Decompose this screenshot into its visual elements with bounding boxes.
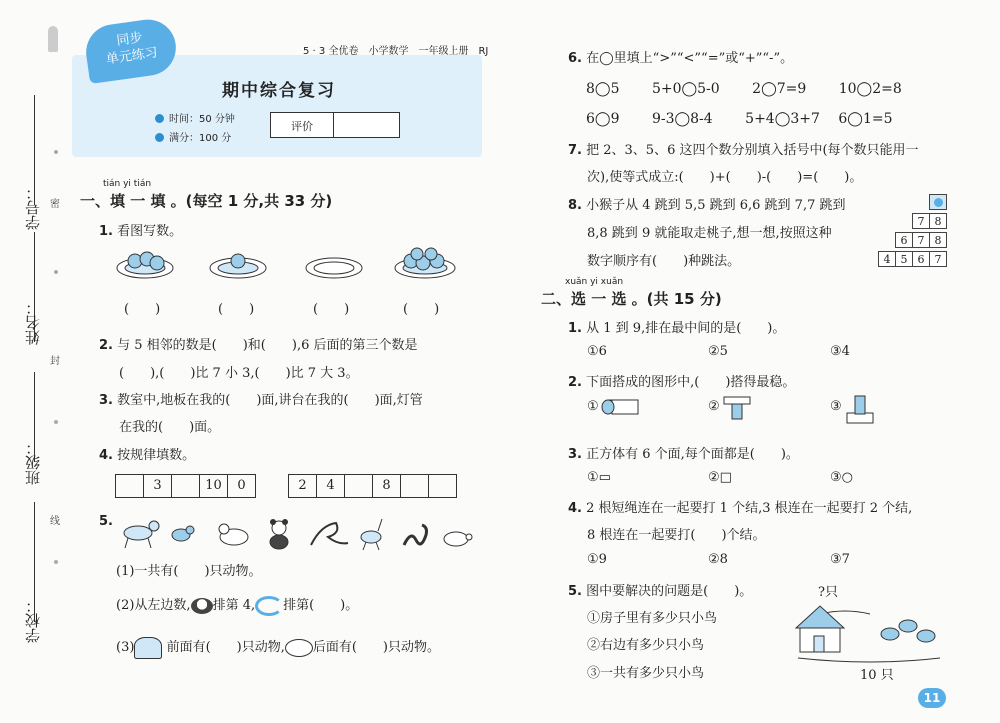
- stair-cell: 7: [929, 251, 947, 267]
- s5-option-1[interactable]: ①房子里有多少只小鸟: [587, 611, 718, 626]
- cat-icon: [219, 524, 248, 545]
- q8-line-2: 8,8 跳到 9 就能取走桃子,想一想,按照这种: [587, 226, 832, 241]
- q8-line-1: [568, 194, 845, 213]
- q5-part-2a: (2)从左边数,: [116, 598, 191, 613]
- s3-option-1[interactable]: ①▭: [587, 470, 611, 485]
- deer-icon: [361, 519, 382, 550]
- badge-line-2: 单元练习: [105, 45, 159, 68]
- q1-blank-4[interactable]: ( ): [403, 302, 440, 317]
- q6-question: [568, 47, 793, 66]
- deer-icon: [134, 637, 162, 659]
- q5-part-3a: (3): [116, 640, 135, 655]
- snake-icon: [255, 596, 283, 616]
- q5-part-2: [116, 594, 358, 616]
- evaluation-divider: [333, 113, 334, 137]
- seq2-cell[interactable]: [344, 474, 373, 498]
- s5-option-2[interactable]: ②右边有多少只小鸟: [587, 638, 705, 653]
- section1-heading: 一、填 一 填 。(每空 1 分,共 33 分): [80, 192, 333, 210]
- perforation-dot: [54, 420, 58, 424]
- s3-option-3[interactable]: ③○: [830, 470, 853, 485]
- animal-lineup: [116, 515, 476, 551]
- panda-icon: [191, 598, 213, 614]
- q5-number-text: 5.: [99, 514, 113, 529]
- score-info: [155, 129, 231, 144]
- q2-text-1: 与 5 相邻的数是( )和( ),6 后面的第三个数是: [117, 338, 418, 353]
- s5-figure-question: ?只: [818, 585, 838, 600]
- t-shape-icon: [722, 393, 752, 421]
- s4-line-1: [568, 497, 912, 516]
- q3-text-1: 教室中,地板在我的( )面,讲台在我的( )面,灯管: [117, 393, 423, 408]
- q8-line-3: 数字顺序有( )种跳法。: [587, 254, 741, 269]
- q6-item[interactable]: 5+0◯5-0: [651, 81, 720, 97]
- q5-part-3c: 后面有( )只动物。: [312, 640, 440, 655]
- time-info: [155, 110, 235, 125]
- s5-question: [568, 580, 752, 599]
- q4-number: 4.: [99, 448, 113, 463]
- q1-text: 看图写数。: [117, 224, 183, 239]
- plate-peaches-3: [115, 246, 175, 280]
- s2-option-2[interactable]: ②: [708, 399, 720, 414]
- s1-number: 1.: [568, 321, 582, 336]
- s5-number: 5.: [568, 584, 582, 599]
- stair-cell: 8: [929, 232, 947, 248]
- q2-line-2: ( ),( )比 7 小 3,( )比 7 大 3。: [119, 366, 359, 381]
- q1-number: 1.: [99, 224, 113, 239]
- cat-icon: [285, 639, 313, 657]
- q1-blank-2[interactable]: ( ): [218, 302, 255, 317]
- rocket-icon: [48, 26, 58, 52]
- s2-text: 下面搭成的图形中,( )搭得最稳。: [586, 375, 796, 390]
- seal-mark-xian: 线: [50, 516, 60, 527]
- q2-number: 2.: [99, 338, 113, 353]
- binding-margin: [0, 0, 70, 723]
- q6-item[interactable]: 6◯9: [586, 111, 620, 127]
- s3-number: 3.: [568, 447, 582, 462]
- clock-icon: [155, 114, 164, 123]
- snake-icon: [404, 525, 427, 545]
- q5-part-3b: 前面有( )只动物,: [166, 640, 285, 655]
- class-label: 班级：: [24, 440, 42, 485]
- cylinder-on-box-icon: [600, 394, 640, 418]
- q4-sequence-2: [289, 474, 457, 498]
- q1-blank-3[interactable]: ( ): [313, 302, 350, 317]
- q6-number: 6.: [568, 51, 582, 66]
- s4-number: 4.: [568, 501, 582, 516]
- s4-option-2[interactable]: ②8: [708, 552, 728, 567]
- house-icon: [796, 606, 844, 652]
- q6-item[interactable]: 6◯1=5: [838, 111, 893, 127]
- q7-text-1: 把 2、3、5、6 这四个数分别填入括号中(每个数只能用一: [586, 143, 919, 158]
- s5-figure-total: 10 只: [860, 668, 894, 683]
- q6-text: 在◯里填上“>”“<”“=”或“+”“-”。: [586, 51, 794, 66]
- school-label: 学校：: [24, 598, 42, 643]
- q6-row-2: [586, 108, 893, 128]
- panda-icon: [270, 519, 288, 549]
- page-number: 11: [918, 688, 946, 708]
- s4-option-1[interactable]: ①9: [587, 552, 607, 567]
- cylinder-on-base-icon: [845, 393, 875, 425]
- q5-part-3: [116, 636, 440, 659]
- s2-question: [568, 371, 795, 390]
- section2-pinyin: xuǎn yi xuǎn: [565, 277, 624, 287]
- seq2-cell: 2: [288, 474, 317, 498]
- q5-number: [99, 514, 113, 529]
- time-text: 时间：50 分钟: [169, 114, 235, 125]
- seq1-cell: 10: [199, 474, 228, 498]
- seq1-cell: 0: [227, 474, 256, 498]
- stair-cell: 4: [878, 251, 896, 267]
- q3-number: 3.: [99, 393, 113, 408]
- s3-option-2[interactable]: ②□: [708, 470, 732, 485]
- s1-question: [568, 317, 785, 336]
- q5-part-2b: 排第 4,: [212, 598, 256, 613]
- s5-text: 图中要解决的问题是( )。: [586, 584, 753, 599]
- seq2-cell[interactable]: [428, 474, 457, 498]
- book-info: 5 · 3 全优卷 小学数学 一年级上册 RJ: [303, 46, 489, 57]
- name-label: 姓名：: [24, 300, 42, 345]
- seal-mark-feng: 封: [50, 356, 60, 367]
- plate-empty: [304, 246, 364, 280]
- s2-number: 2.: [568, 375, 582, 390]
- kangaroo-icon: [311, 523, 348, 545]
- stair-cell: 7: [912, 232, 930, 248]
- score-text: 满分：100 分: [169, 133, 232, 144]
- q3-line-1: [99, 389, 423, 408]
- house-birds-figure: [790, 596, 950, 666]
- horse-icon: [124, 521, 159, 548]
- bird-icon: [172, 526, 194, 541]
- evaluation-box[interactable]: [270, 112, 400, 138]
- seal-mark-mi: 密: [50, 199, 60, 210]
- stair-cell: 7: [912, 213, 930, 229]
- peach-icon: [934, 198, 943, 207]
- s3-text: 正方体有 6 个面,每个面都是( )。: [586, 447, 799, 462]
- student-id-label: 学号：: [24, 185, 42, 230]
- q6-item[interactable]: 5+4◯3+7: [745, 111, 820, 127]
- perforation-dot: [54, 270, 58, 274]
- s4-text-1: 2 根短绳连在一起要打 1 个结,3 根连在一起要打 2 个结,: [586, 501, 913, 516]
- stair-cell: 6: [912, 251, 930, 267]
- seq2-cell[interactable]: [400, 474, 429, 498]
- perforation-dot: [54, 150, 58, 154]
- seq2-cell: 8: [372, 474, 401, 498]
- plate-peach-1: [208, 246, 268, 280]
- q6-item[interactable]: 8◯5: [586, 81, 620, 97]
- q4-question: [99, 444, 195, 463]
- q4-sequence-1: [116, 474, 256, 498]
- q3-line-2: 在我的( )面。: [119, 420, 221, 435]
- stair-cell: 8: [929, 213, 947, 229]
- s2-option-1[interactable]: ①: [587, 399, 599, 414]
- s3-question: [568, 443, 799, 462]
- q2-line-1: [99, 334, 417, 353]
- page-title: 期中综合复习: [222, 81, 336, 101]
- q8-text-1: 小猴子从 4 跳到 5,5 跳到 6,6 跳到 7,7 跳到: [586, 198, 846, 213]
- seq1-cell[interactable]: [171, 474, 200, 498]
- badge-line-1: 同步: [115, 30, 144, 49]
- s4-option-3[interactable]: ③7: [830, 552, 850, 567]
- evaluation-label: 评价: [291, 120, 313, 133]
- bird-icon: [881, 620, 935, 642]
- q6-item[interactable]: 10◯2=8: [838, 81, 902, 97]
- s1-option-2[interactable]: ②5: [708, 344, 728, 359]
- q7-line-1: [568, 139, 919, 158]
- s1-option-1[interactable]: ①6: [587, 344, 607, 359]
- perforation-dot: [54, 560, 58, 564]
- s4-line-2: 8 根连在一起要打( )个结。: [587, 528, 766, 543]
- peach-cell: [929, 194, 947, 210]
- stair-cell: 6: [895, 232, 913, 248]
- q4-text: 按规律填数。: [117, 448, 196, 463]
- s1-text: 从 1 到 9,排在最中间的是( )。: [586, 321, 786, 336]
- tortoise-icon: [444, 532, 472, 546]
- section1-pinyin: tián yi tián: [103, 179, 152, 189]
- s1-option-3[interactable]: ③4: [830, 344, 850, 359]
- q7-number: 7.: [568, 143, 582, 158]
- seq1-cell[interactable]: [115, 474, 144, 498]
- s2-option-3[interactable]: ③: [830, 399, 842, 414]
- section2-heading: 二、选 一 选 。(共 15 分): [541, 290, 722, 308]
- q5-part-1: (1)一共有( )只动物。: [116, 564, 262, 579]
- seq1-cell: 3: [143, 474, 172, 498]
- q1-question: [99, 220, 182, 239]
- q1-blank-1[interactable]: ( ): [124, 302, 161, 317]
- brace-bottom: [798, 658, 940, 662]
- plate-peaches-5: [393, 242, 457, 280]
- check-icon: [155, 133, 164, 142]
- q6-item[interactable]: 2◯7=9: [752, 81, 807, 97]
- q6-item[interactable]: 9-3◯8-4: [651, 111, 713, 127]
- q5-part-2c: 排第( )。: [283, 598, 359, 613]
- seq2-cell: 4: [316, 474, 345, 498]
- q8-number: 8.: [568, 198, 582, 213]
- s5-option-3[interactable]: ③一共有多少只小鸟: [587, 666, 705, 681]
- q7-line-2: 次),使等式成立:( )+( )-( )=( )。: [587, 170, 863, 185]
- q6-row-1: [586, 78, 902, 98]
- stair-cell: 5: [895, 251, 913, 267]
